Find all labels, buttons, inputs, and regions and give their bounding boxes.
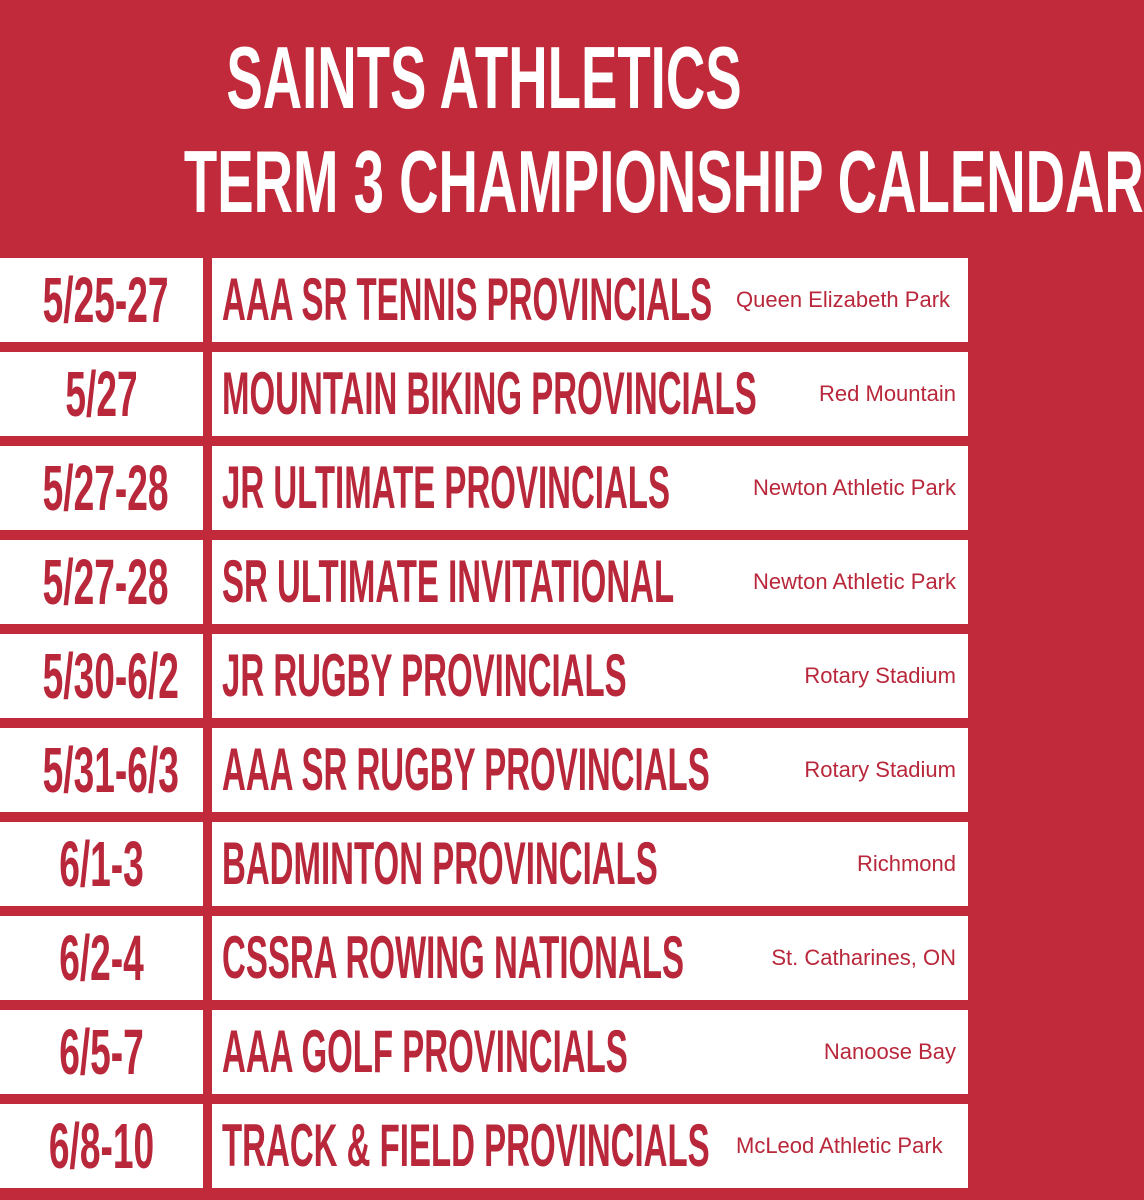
event-row [0, 916, 968, 1000]
event-date: 5/27-28 [42, 452, 169, 524]
event-date-cell [0, 634, 203, 718]
event-date-cell [0, 540, 203, 624]
event-name: TRACK & FIELD PROVINCIALS [222, 1112, 710, 1179]
event-venue: Rotary Stadium [804, 757, 956, 782]
event-date-cell [0, 728, 203, 812]
event-date-cell [0, 1010, 203, 1094]
event-date: 5/27 [65, 358, 138, 430]
event-main-cell [212, 728, 968, 812]
event-name: CSSRA ROWING NATIONALS [222, 924, 684, 991]
event-date-cell [0, 1104, 203, 1188]
event-main-cell [212, 540, 968, 624]
event-date: 6/5-7 [59, 1016, 144, 1088]
event-main-cell [212, 916, 968, 1000]
event-main-cell [212, 258, 968, 342]
event-row [0, 446, 968, 530]
event-date-cell [0, 258, 203, 342]
event-date: 6/2-4 [59, 922, 144, 994]
title-line-2: TERM 3 CHAMPIONSHIP CALENDAR [183, 132, 1144, 231]
event-date: 6/8-10 [48, 1110, 155, 1182]
event-main-cell [212, 634, 968, 718]
event-row [0, 540, 968, 624]
event-name: AAA SR TENNIS PROVINCIALS [222, 266, 713, 333]
event-venue: Nanoose Bay [823, 1039, 956, 1064]
event-date: 5/25-27 [42, 264, 169, 336]
event-date-cell [0, 446, 203, 530]
event-main-cell [212, 822, 968, 906]
event-name: JR ULTIMATE PROVINCIALS [222, 454, 670, 521]
event-date: 5/30-6/2 [42, 640, 179, 712]
event-venue: St. Catharines, ON [771, 945, 956, 970]
event-venue: Newton Athletic Park [753, 475, 956, 500]
event-main-cell [212, 352, 968, 436]
event-venue: Red Mountain [819, 381, 956, 406]
event-venue: Queen Elizabeth Park [736, 287, 951, 312]
event-main-cell [212, 1104, 968, 1188]
event-venue: McLeod Athletic Park [736, 1133, 943, 1158]
event-date: 6/1-3 [59, 828, 144, 900]
event-date: 5/31-6/3 [42, 734, 179, 806]
event-row [0, 1010, 968, 1094]
event-date: 5/27-28 [42, 546, 169, 618]
event-row [0, 728, 968, 812]
event-date-cell [0, 916, 203, 1000]
event-date-cell [0, 352, 203, 436]
event-venue: Rotary Stadium [804, 663, 956, 688]
poster-header [0, 0, 1144, 258]
event-row [0, 822, 968, 906]
event-venue: Newton Athletic Park [753, 569, 956, 594]
event-row [0, 634, 968, 718]
event-name: AAA GOLF PROVINCIALS [222, 1018, 628, 1085]
event-row [0, 352, 968, 436]
event-list [0, 258, 968, 1200]
event-venue: Richmond [856, 851, 956, 876]
event-row [0, 258, 968, 342]
event-main-cell [212, 1010, 968, 1094]
event-main-cell [212, 446, 968, 530]
event-name: BADMINTON PROVINCIALS [222, 830, 658, 897]
event-name: JR RUGBY PROVINCIALS [222, 642, 627, 709]
event-name: MOUNTAIN BIKING PROVINCIALS [222, 360, 757, 427]
event-date-cell [0, 822, 203, 906]
event-name: SR ULTIMATE INVITATIONAL [222, 548, 675, 615]
event-row [0, 1104, 968, 1188]
event-name: AAA SR RUGBY PROVINCIALS [222, 736, 710, 803]
title-line-1: SAINTS ATHLETICS [226, 28, 742, 127]
